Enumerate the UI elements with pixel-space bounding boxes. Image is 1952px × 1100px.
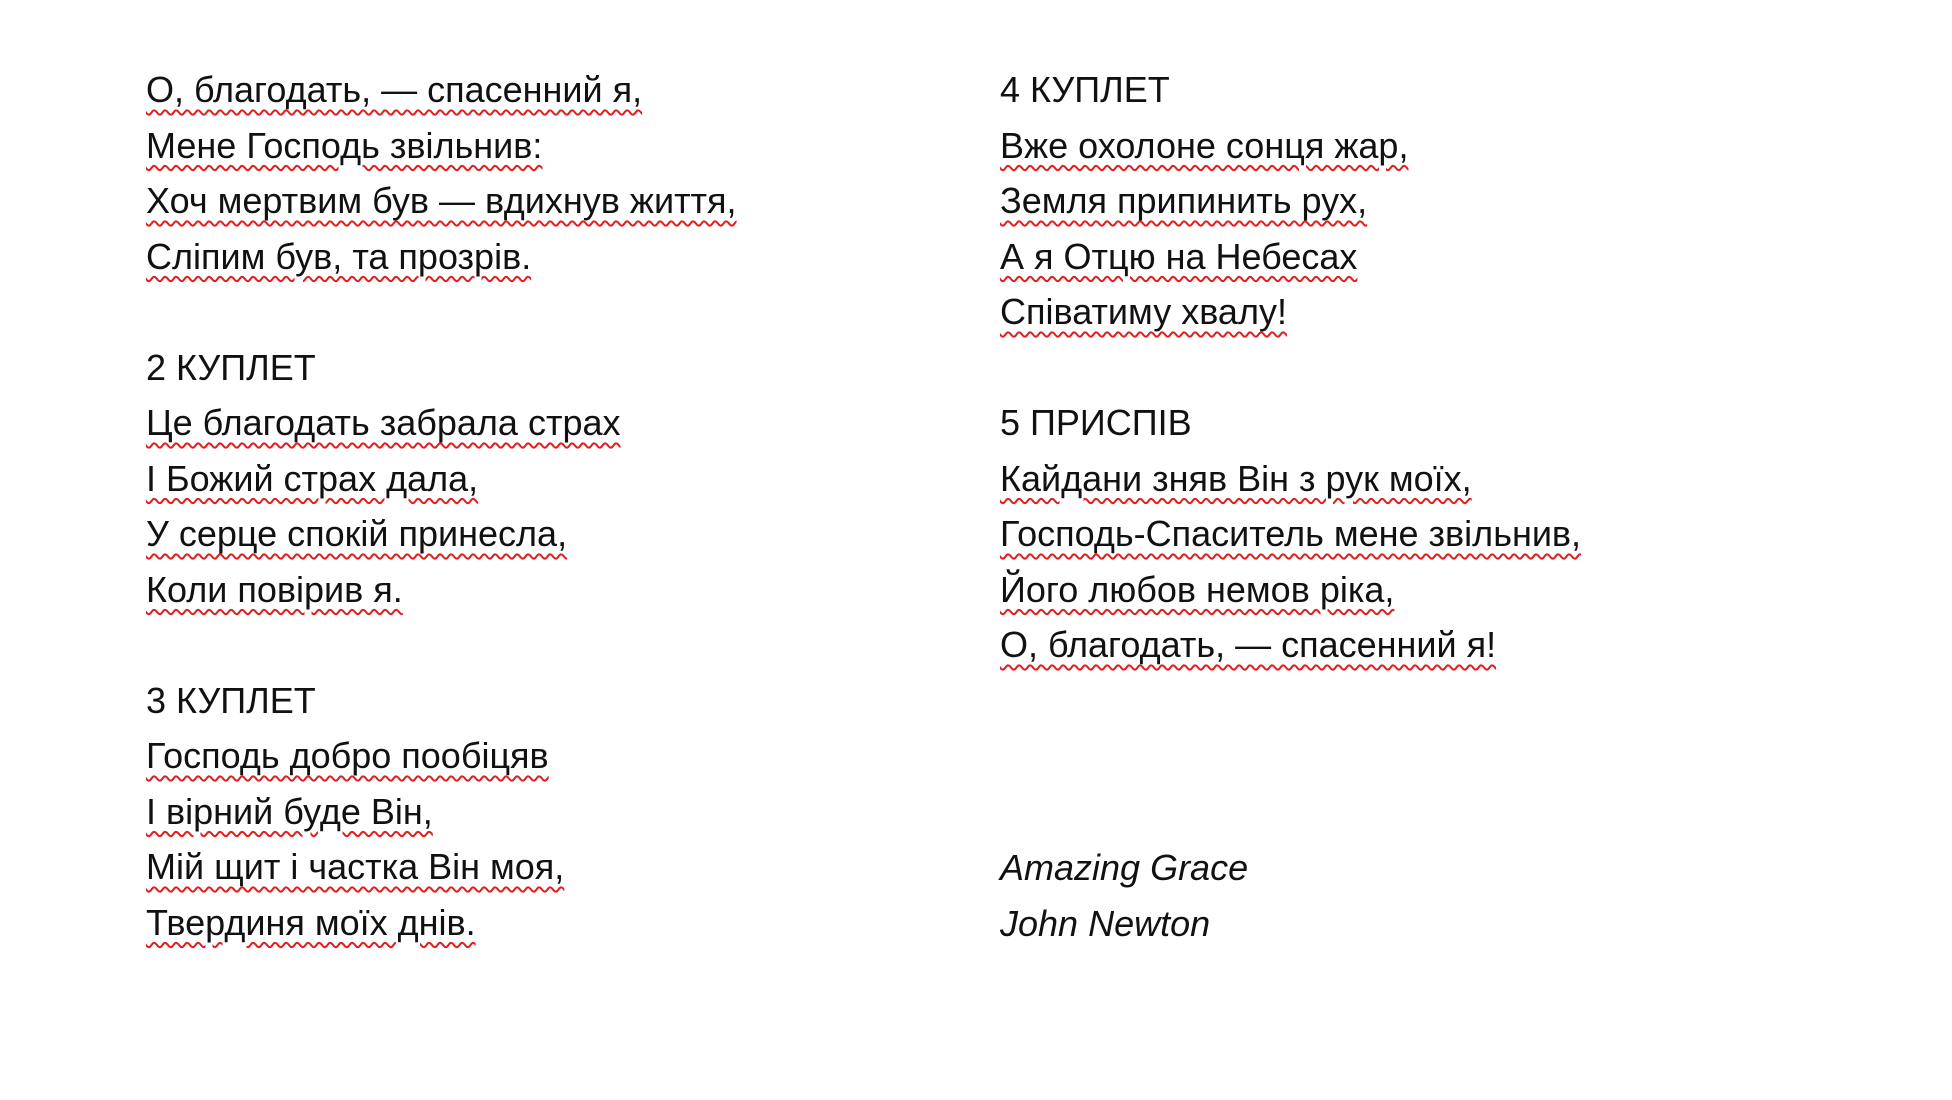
verse-3-line-4: Твердиня моїх днів. <box>146 901 476 943</box>
chorus-line-2: Господь-Спаситель мене звільнив, <box>1000 513 1582 554</box>
blank-line <box>1000 340 1800 396</box>
verse-4-line-4: Співатиму хвалу! <box>1000 291 1287 332</box>
verse-2-line-1: Це благодать забрала страх <box>146 402 621 443</box>
verse-3-line-3: Мій щит і частка Він моя, <box>146 846 565 887</box>
verse-1-line-4: Сліпим був, та прозрів. <box>146 235 532 277</box>
verse-1-line-3: Хоч мертвим був — вдихнув життя, <box>146 180 737 221</box>
song-credits <box>1000 840 1600 951</box>
verse-3-heading: 3 КУПЛЕТ <box>146 679 316 721</box>
blank-line <box>146 617 946 673</box>
verse-4-line-1: Вже охолоне сонця жар, <box>1000 124 1409 166</box>
verse-2-line-4: Коли повірив я. <box>146 568 403 610</box>
verse-2-line-3: У серце спокій принесла, <box>146 513 568 554</box>
chorus-line-1: Кайдани зняв Він з рук моїх, <box>1000 457 1472 499</box>
verse-3-line-1: Господь добро пообіцяв <box>146 735 549 776</box>
verse-4-line-2: Земля припинить рух, <box>1000 180 1368 221</box>
verse-1-line-2: Мене Господь звільнив: <box>146 124 543 166</box>
chorus-line-3: Його любов немов ріка, <box>1000 568 1395 610</box>
left-column <box>146 62 946 950</box>
right-column <box>1000 62 1800 673</box>
verse-1-line-1: О, благодать, — спасенний я, <box>146 69 643 110</box>
verse-3-line-2: І вірний буде Він, <box>146 790 433 832</box>
chorus-heading: 5 ПРИСПІВ <box>1000 402 1192 443</box>
song-author: John Newton <box>1000 902 1211 944</box>
verse-2-heading: 2 КУПЛЕТ <box>146 346 316 388</box>
blank-line <box>146 284 946 340</box>
song-title: Amazing Grace <box>1000 847 1249 888</box>
verse-4-heading: 4 КУПЛЕТ <box>1000 69 1170 110</box>
chorus-line-4: О, благодать, — спасенний я! <box>1000 624 1497 665</box>
verse-2-line-2: І Божий страх дала, <box>146 457 479 499</box>
verse-4-line-3: А я Отцю на Небесах <box>1000 235 1358 277</box>
